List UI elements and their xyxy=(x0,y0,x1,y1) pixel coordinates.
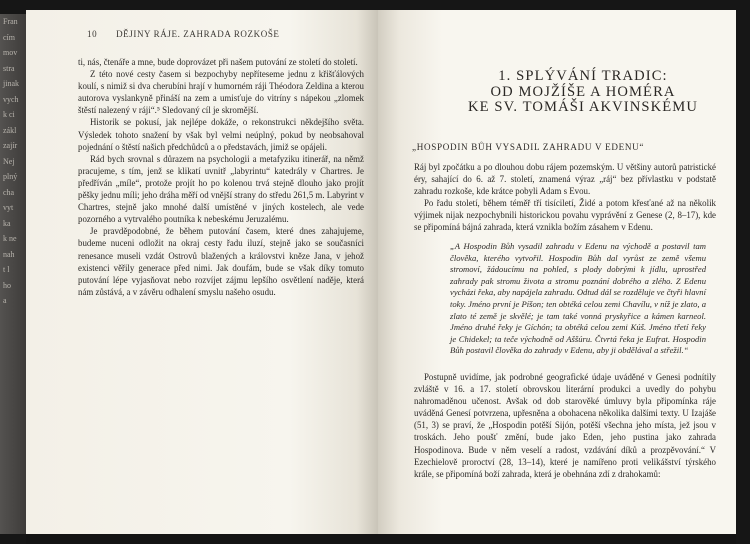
book-bottom-edge xyxy=(26,534,736,544)
chapter-title-line: 1. SPLÝVÁNÍ TRADIC: xyxy=(498,68,668,84)
right-paragraph: Ráj byl zpočátku a po dlouhou dobu rájem pozemským. U většiny autorů patristické éry, sahající do 6. až 7. století, znamená výraz „ráj“ bez přívlastku v podstatě zahradu rozkoše, kde krátce pobyli Adam s Evou. xyxy=(414,162,716,197)
previous-page-fragment: cím xyxy=(3,32,15,42)
genesis-quote: „A Hospodin Bůh vysadil zahradu v Edenu na východě a postavil tam člověka, kterého vytvořil. Hospodin Bůh dal vyrůst ze země všemu stromoví, žádoucímu na pohled, s plody dobrými k jídlu, uprostřed zahrady pak stromu života a stromu poznání dobrého a zlého. Z Edenu vycházi řeka, aby napájela zahradu. Odtud dál se rozděluje ve čtyři hlavní toky. Jméno první je Píšon; ten obtéká celou zemi Chavílu, v níž je zlato, a zlato té země je skvělé; je tam také vonná pryskyřice a kámen karneol. Jméno druhé řeky je Gíchón; ta obtéká celou zemi Kúš. Jméno třetí řeky je Chidekel; ta teče východně od Aššúru. Čtvrtá řeka je Eufrat. Hospodin Bůh postavil člověka do zahrady v Edenu, aby ji obdělával a střežil.“ xyxy=(450,241,706,356)
previous-page-fragment: t l xyxy=(3,265,10,274)
previous-page-fragment: vyt xyxy=(3,203,14,212)
running-head-title: DĚJINY RÁJE. ZAHRADA ROZKOŠE xyxy=(116,29,280,39)
chapter-title xyxy=(438,69,728,116)
left-paragraph: Z této nové cesty časem si bezpochyby nepříteseme jednu z křišťálových koulí, s nimiž si dva cherubíni hrají v humorném ráji Théodora Zeldina a kterou autorova vyslankyně přináší na zem a umisťuje do vitríny s nápekou „zlomek štěstí nalezený v ráji“.⁵ Sledovaný cíl je skromější. xyxy=(78,69,364,116)
left-body-text xyxy=(78,56,364,298)
section-heading: „HOSPODIN BŮH VYSADIL ZAHRADU V EDENU“ xyxy=(412,142,645,152)
running-head xyxy=(87,29,356,39)
page-number: 10 xyxy=(87,29,98,39)
left-paragraph: Rád bych srovnal s důrazem na psychologii a metafyziku itinerář, na němž pracujeme, s tím, jenž se klikatí uvnitř „labyrintu“ katedrály v Chartres. Je předříván „míle“, protože projít ho po kolenou trvá stejně dlouho jako projít pěšky jednu míli; jeho dráha měří od vnější strany do středu 261,5 m. Labyrint v Chartres, stejně jako mnohé další umístěné v jiných kostelech, ale vede pozorného a vytrvalého poutníka k nebeskému Jeruzalému. xyxy=(78,153,364,225)
previous-page-fragment: nah xyxy=(3,249,15,259)
right-page xyxy=(378,10,736,534)
right-paragraph: Po řadu století, během téměř tří tisíciletí, Židé a potom křesťané až na několik výjimek nijak nezpochybnili historickou povahu vyprávění z Genese (2, 8–17), kde se připomíná bájná zahrada, která vznikla božím zásahem v Edenu. xyxy=(414,198,716,233)
right-paragraph: Postupně uvidíme, jak podrobné geografické údaje uváděné v Genesi podnítily zvláště v 16. a 17. století obrovskou literární produkci a uvedly do pohybu nahromaděnou učenost. Avšak od dob starověké úmluvy byla připomínka ráje uváděná Genesí potvrzena, upřesněna a obohacena několika dalšími texty. U Izajáše (51, 3) se praví, že „Hospodin potěší Sijón, potěší všechna jeho místa, jež jsou v troskách. Jeho poušť změní, bude jako Eden, jeho pustina jako zahrada Hospodinova. Bude v něm veselí a radost, vzdávání díků a prozpěvování.“ V Ezechielově proroctví (28, 13–14), které je namířeno proti velikášství týrského krále, se připomíná boží zahrada, která je obehnána zdí z drahokamů: xyxy=(414,372,716,479)
right-body-text-bottom xyxy=(414,371,716,480)
previous-page-fragment: jinak xyxy=(3,79,19,88)
previous-page-fragment: zákl xyxy=(3,125,17,135)
previous-page-fragment: ho xyxy=(3,280,11,290)
previous-page-fragment: vych xyxy=(3,94,19,104)
left-paragraph: Historik se pokusí, jak nejlépe dokáže, o rekonstrukci někdejšího světa. Výsledek tohoto snažení by však byl velmi neúplný, pokud by neobsahoval pojednání o štěstí našich předchůdců a o představách, jimiž se opájeli. xyxy=(78,117,364,152)
right-body-text-top xyxy=(414,161,716,234)
previous-page-fragment: k ci xyxy=(3,110,15,119)
previous-page-fragment: plný xyxy=(3,172,18,181)
previous-page-fragment: Fran xyxy=(3,17,18,26)
left-page xyxy=(26,10,378,534)
previous-page-fragment: ka xyxy=(3,218,11,228)
previous-page-fragment: mov xyxy=(3,48,18,57)
chapter-title-line: KE SV. TOMÁŠI AKVINSKÉMU xyxy=(468,99,698,115)
previous-page-fragment: zajír xyxy=(3,141,18,150)
chapter-title-line: OD MOJŽÍŠE A HOMÉRA xyxy=(490,83,676,100)
previous-page-fragment: a xyxy=(3,296,7,305)
previous-page-fragment: stra xyxy=(3,63,15,73)
previous-page-fragment: Nej xyxy=(3,156,15,166)
previous-page-edge xyxy=(0,14,26,534)
previous-page-fragment: cha xyxy=(3,187,15,197)
left-paragraph: ti, nás, čtenáře a mne, bude doprovázet při našem putování ze století do století. xyxy=(78,57,358,67)
left-paragraph: Je pravděpodobné, že během putování časem, které dnes zahajujeme, budeme nuceni odložit na okraj cesty řadu iluzí, stejně jako se současníci renesance museli vzdát Ostrovů blažených a královstvi kněze Jana, v jehož existenci věřily generace před nimi. Jak doufám, bude se však díky tomuto putování lépe vyjasňovat nebo rozvíjet zájmu lepšího osvětlení naděje, která nám zůstává, a v závěru odhalení smyslu našeho osudu. xyxy=(78,226,364,297)
previous-page-fragment: k ne xyxy=(3,234,17,243)
